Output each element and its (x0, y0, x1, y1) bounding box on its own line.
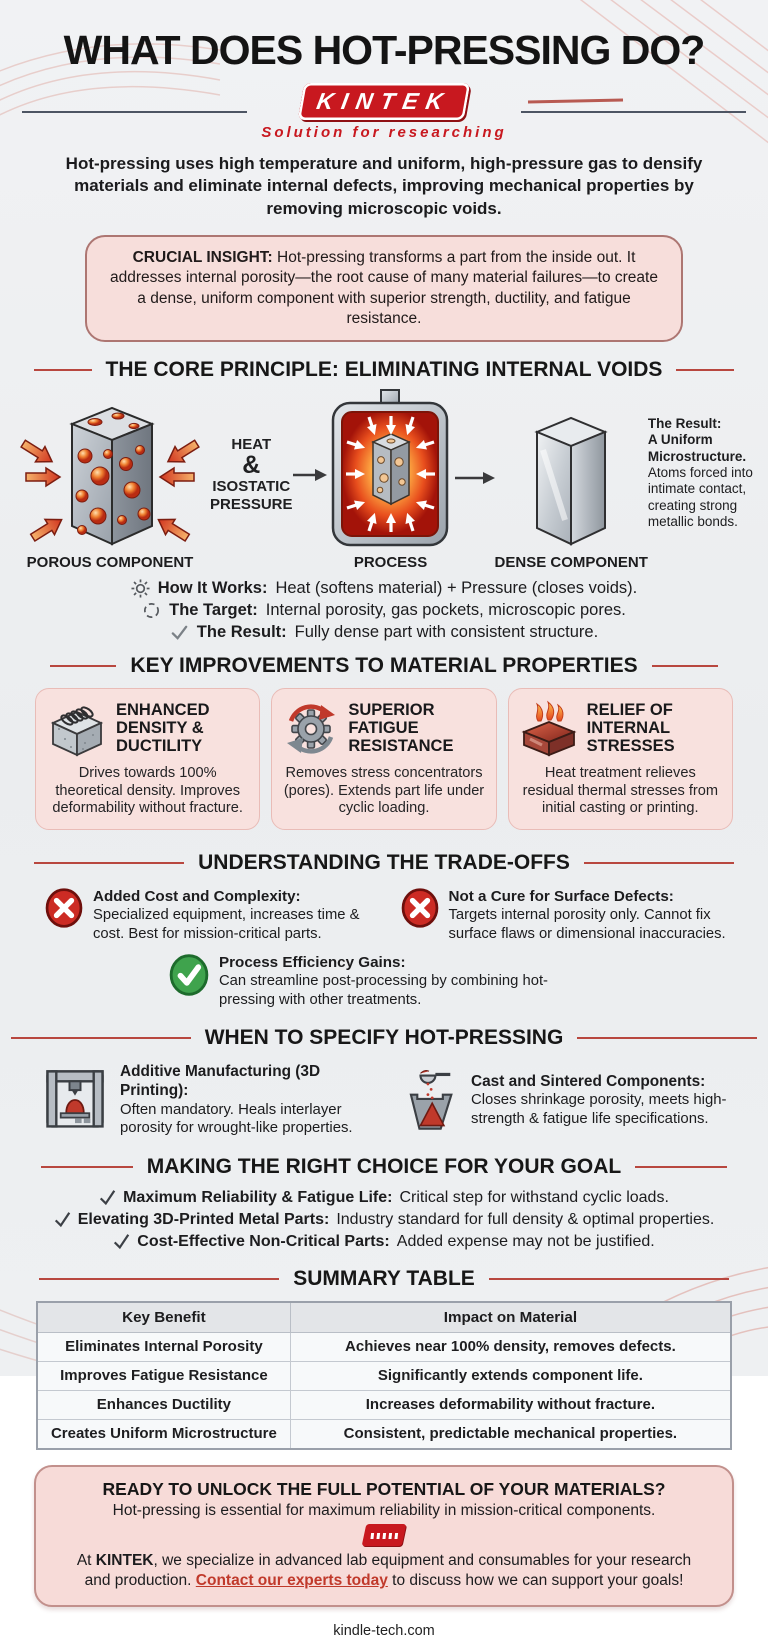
powder-mold-icon (399, 1067, 459, 1133)
divider-dash (635, 1166, 727, 1168)
page-title: WHAT DOES HOT-PRESSING DO? (63, 27, 705, 73)
kintek-mini-logo (362, 1524, 407, 1546)
result-title: Microstructure. (647, 448, 747, 464)
kintek-logo-badge (298, 83, 470, 120)
density-cube-icon (45, 699, 109, 757)
ampersand: & (242, 451, 261, 480)
bullet-how-it-works (131, 579, 637, 598)
arrow-right-icon (293, 467, 327, 483)
tradeoff-efficiency-row (0, 953, 768, 1009)
sun-icon (131, 579, 150, 598)
kintek-logo-text: KINTEK (314, 88, 454, 114)
choice-text: Added expense may not be justified. (396, 1232, 655, 1250)
choice-text: Critical step for withstand cyclic loads. (399, 1188, 669, 1206)
specify-label: Additive Manufacturing (3D Printing): (120, 1063, 321, 1100)
logo-row (0, 83, 768, 141)
table-cell: Creates Uniform Microstructure (37, 1419, 290, 1449)
tradeoff-label: Not a Cure for Surface Defects: (448, 888, 674, 906)
bullet-target (142, 601, 626, 620)
tradeoff-text: Specialized equipment, increases time & cost. Best for mission-critical parts. (93, 907, 360, 942)
result-title: The Result: (647, 415, 722, 431)
card-title: ENHANCED DENSITY & DUCTILITY (116, 700, 210, 755)
result-text-block (648, 416, 762, 571)
tradeoff-label: Added Cost and Complexity: (93, 888, 301, 906)
card-stress-relief (508, 688, 733, 830)
pressure-label: PRESSURE (210, 495, 293, 513)
cta-title: READY TO UNLOCK THE FULL POTENTIAL OF YOUR MATERIALS? (102, 1478, 666, 1499)
red-x-icon (401, 887, 439, 929)
section-improvements-title: KEY IMPROVEMENTS TO MATERIAL PROPERTIES (130, 653, 638, 677)
specify-text: Often mandatory. Heals interlayer porosity for wrought-like properties. (120, 1101, 353, 1137)
divider-dash (50, 665, 116, 667)
printer-3d-icon (42, 1067, 108, 1133)
tradeoff-text: Can streamline post-processing by combining hot-pressing with other treatments. (219, 973, 548, 1008)
improvement-cards (0, 678, 768, 830)
porous-component-label: POROUS COMPONENT (26, 553, 194, 571)
choice-text: Industry standard for full density & optimal properties. (336, 1210, 715, 1228)
specify-label: Cast and Sintered Components: (471, 1072, 706, 1090)
section-choice-title: MAKING THE RIGHT CHOICE FOR YOUR GOAL (146, 1154, 622, 1178)
process-figure (327, 390, 455, 571)
table-header-row (37, 1302, 731, 1333)
insight-label: CRUCIAL INSIGHT: (132, 249, 273, 267)
tradeoff-columns (0, 875, 768, 943)
section-summary (0, 1267, 768, 1291)
section-core-title: THE CORE PRINCIPLE: ELIMINATING INTERNAL VOIDS (105, 357, 663, 381)
logo-divider-right (521, 111, 746, 113)
divider-dash (577, 1037, 757, 1039)
card-text: Heat treatment relieves residual thermal stresses from initial casting or printing. (522, 764, 719, 817)
insight-text: Hot-pressing transforms a part from the inside out. It addresses internal porosity—the root cause of many material failures—to create a dense, uniform component with superior strength, ductility, and fatigue resistance. (110, 249, 658, 327)
divider-dash (34, 369, 92, 371)
footer (0, 1623, 768, 1639)
logo-divider-left (22, 111, 247, 113)
crucial-insight-box (85, 235, 683, 342)
specify-text: Closes shrinkage porosity, meets high-strength & fatigue life specifications. (471, 1092, 727, 1127)
section-specify (0, 1026, 768, 1050)
bullet-label: The Result: (196, 622, 287, 641)
specify-additive (42, 1062, 373, 1138)
principle-bullets (0, 579, 768, 642)
hot-block-icon (518, 699, 580, 757)
arrow-right-icon (455, 470, 495, 486)
tradeoff-cost (45, 887, 373, 943)
bullet-text: Fully dense part with consistent structure. (294, 622, 599, 641)
cta-subtitle: Hot-pressing is essential for maximum reliability in mission-critical components. (112, 1501, 656, 1519)
choice-label: Elevating 3D-Printed Metal Parts: (77, 1210, 330, 1228)
card-title: RELIEF OF INTERNAL STRESSES (586, 700, 675, 755)
divider-dash (41, 1166, 133, 1168)
process-label: PROCESS (353, 553, 428, 571)
fatigue-gear-icon (281, 699, 341, 757)
section-improvements (0, 654, 768, 678)
isostatic-label: ISOSTATIC (212, 478, 291, 496)
divider-dash (676, 369, 734, 371)
intro-paragraph: Hot-pressing uses high temperature and uniform, high-pressure gas to densify materials and eliminate internal defects, improving mechanical properties by removing microscopic voids. (65, 154, 703, 218)
divider-dash (34, 862, 184, 864)
cta-body-mid: , we specialize in advanced lab equipment and consumables for your research and production. (84, 1551, 692, 1590)
cta-brand: KINTEK (95, 1551, 154, 1569)
column-header: Impact on Material (290, 1302, 731, 1333)
divider-dash (652, 665, 718, 667)
table-cell: Eliminates Internal Porosity (37, 1332, 290, 1361)
table-row (37, 1419, 731, 1449)
kintek-logo (261, 83, 506, 141)
section-tradeoffs (0, 851, 768, 875)
divider-dash (11, 1037, 191, 1039)
table-cell: Increases deformability without fracture. (290, 1390, 731, 1419)
heat-pressure-block (210, 436, 327, 571)
choice-label: Cost-Effective Non-Critical Parts: (137, 1232, 390, 1250)
heat-label: HEAT (231, 436, 272, 454)
choice-list (0, 1189, 768, 1251)
table-cell: Improves Fatigue Resistance (37, 1361, 290, 1390)
check-icon (54, 1211, 71, 1228)
table-row (37, 1332, 731, 1361)
divider-dash (489, 1278, 729, 1280)
cta-box (34, 1465, 734, 1607)
table-cell: Enhances Ductility (37, 1390, 290, 1419)
result-title: A Uniform (647, 432, 713, 448)
specify-columns (0, 1050, 768, 1138)
card-text: Removes stress concentrators (pores). Extends part life under cyclic loading. (283, 764, 485, 817)
bullet-result (170, 623, 598, 642)
section-core-principle (0, 358, 768, 382)
choice-item (113, 1233, 654, 1251)
bullet-label: How It Works: (157, 578, 268, 597)
table-cell: Consistent, predictable mechanical properties. (290, 1419, 731, 1449)
green-check-icon (169, 953, 209, 997)
dense-component-icon (525, 410, 617, 550)
card-title: SUPERIOR FATIGUE RESISTANCE (348, 700, 454, 755)
section-tradeoffs-title: UNDERSTANDING THE TRADE-OFFS (198, 851, 570, 875)
bullet-text: Internal porosity, gas pockets, microscopic pores. (265, 600, 626, 619)
contact-experts-link[interactable]: Contact our experts today (195, 1572, 388, 1590)
column-header: Key Benefit (37, 1302, 290, 1333)
check-icon (170, 623, 189, 642)
tradeoff-surface (401, 887, 729, 943)
target-icon (142, 601, 161, 620)
result-body: Atoms forced into intimate contact, creating strong metallic bonds. (647, 465, 753, 530)
check-icon (113, 1233, 130, 1250)
card-density-ductility (35, 688, 260, 830)
choice-item (54, 1211, 715, 1229)
section-specify-title: WHEN TO SPECIFY HOT-PRESSING (204, 1026, 564, 1050)
choice-item (99, 1189, 669, 1207)
dense-component-figure (495, 410, 648, 571)
tradeoff-label: Process Efficiency Gains: (219, 954, 406, 972)
choice-label: Maximum Reliability & Fatigue Life: (123, 1188, 393, 1206)
cta-body-post: to discuss how we can support your goals! (387, 1572, 684, 1590)
table-cell: Achieves near 100% density, removes defects. (290, 1332, 731, 1361)
table-row (37, 1390, 731, 1419)
bullet-text: Heat (softens material) + Pressure (closes voids). (275, 578, 638, 597)
divider-dash (584, 862, 734, 864)
section-choice (0, 1155, 768, 1179)
dense-component-label: DENSE COMPONENT (494, 553, 648, 571)
card-text: Drives towards 100% theoretical density. Improves deformability without fracture. (52, 764, 243, 817)
table-row (37, 1361, 731, 1390)
tradeoff-efficiency (169, 953, 599, 1009)
bullet-label: The Target: (169, 600, 258, 619)
porous-component-icon (10, 398, 210, 550)
website-link[interactable]: kindle-tech.com (333, 1623, 435, 1639)
tradeoff-text: Targets internal porosity only. Cannot fix surface flaws or dimensional inaccuracies. (448, 907, 726, 942)
section-summary-title: SUMMARY TABLE (293, 1266, 475, 1290)
summary-table (36, 1301, 732, 1450)
porous-component-figure (10, 398, 210, 571)
card-fatigue-resistance (271, 688, 496, 830)
process-chamber-icon (327, 390, 455, 550)
red-x-icon (45, 887, 83, 929)
cta-body (66, 1551, 702, 1591)
check-icon (99, 1189, 116, 1206)
logo-tagline: Solution for researching (261, 124, 507, 141)
table-cell: Significantly extends component life. (290, 1361, 731, 1390)
cta-body-pre: At (76, 1551, 96, 1569)
core-principle-diagram (0, 382, 768, 571)
specify-cast (399, 1062, 730, 1138)
arrow-between (455, 470, 495, 571)
divider-dash (39, 1278, 279, 1280)
